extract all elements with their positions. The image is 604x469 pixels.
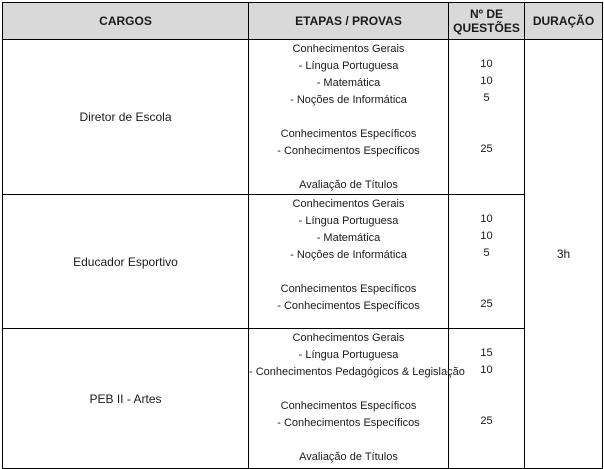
list-item: - Língua Portuguesa: [298, 349, 399, 361]
spacer: [249, 381, 448, 398]
questoes-cell: [449, 195, 525, 329]
header-questoes-line1: Nº DE: [469, 7, 504, 21]
list-item: - Conhecimentos Pedagógicos & Legislação: [249, 366, 465, 378]
list-item: Conhecimentos Gerais: [292, 43, 405, 55]
list-item: - Conhecimentos Específicos: [277, 300, 420, 312]
list-item: 25: [480, 298, 493, 310]
spacer: [249, 160, 448, 177]
spacer: [449, 262, 524, 279]
header-etapas: ETAPAS / PROVAS: [249, 3, 449, 40]
spacer: [449, 379, 524, 396]
header-duracao: DURAÇÃO: [525, 3, 603, 40]
spacer: [449, 279, 524, 296]
list-item: - Conhecimentos Específicos: [277, 145, 420, 157]
list-item: 10: [480, 75, 493, 87]
table-row: [3, 195, 603, 329]
list-item: Avaliação de Títulos: [299, 451, 398, 463]
table-row: [3, 40, 603, 195]
list-item: 10: [480, 230, 493, 242]
cargo-cell: PEB II - Artes: [3, 329, 249, 469]
list-item: 10: [480, 213, 493, 225]
cargo-cell: Educador Esportivo: [3, 195, 249, 329]
spacer: [449, 107, 524, 124]
etapas-cell: [249, 195, 449, 329]
list-item: 10: [480, 364, 493, 376]
spacer: [249, 432, 448, 449]
list-item: 25: [480, 415, 493, 427]
list-item: - Noções de Informática: [290, 94, 407, 106]
header-cargos: CARGOS: [3, 3, 249, 40]
list-item: 25: [480, 143, 493, 155]
list-item: 5: [483, 92, 490, 104]
duracao-cell: 3h: [525, 40, 603, 469]
questoes-cell: [449, 40, 525, 195]
list-item: - Língua Portuguesa: [298, 60, 399, 72]
list-item: 10: [480, 58, 493, 70]
list-item: Conhecimentos Específicos: [280, 128, 417, 140]
list-item: - Conhecimentos Específicos: [277, 417, 420, 429]
header-row: [3, 3, 603, 40]
list-item: Conhecimentos Específicos: [280, 400, 417, 412]
cargo-cell: Diretor de Escola: [3, 40, 249, 195]
list-item: - Matemática: [316, 232, 381, 244]
header-questoes-line2: QUESTÕES: [453, 21, 520, 35]
list-item: - Língua Portuguesa: [298, 215, 399, 227]
list-item: 15: [480, 347, 493, 359]
list-item: Conhecimentos Gerais: [292, 332, 405, 344]
list-item: 5: [483, 247, 490, 259]
spacer: [449, 124, 524, 141]
spacer: [249, 264, 448, 281]
list-item: Conhecimentos Específicos: [280, 283, 417, 295]
list-item: - Noções de Informática: [290, 249, 407, 261]
list-item: - Matemática: [316, 77, 381, 89]
questoes-cell: [449, 329, 525, 469]
etapas-cell: [249, 40, 449, 195]
exam-table: [2, 2, 603, 469]
list-item: Conhecimentos Gerais: [292, 198, 405, 210]
spacer: [249, 109, 448, 126]
list-item: Avaliação de Títulos: [299, 179, 398, 191]
etapas-cell: [249, 329, 465, 469]
spacer: [449, 396, 524, 413]
header-questoes: [449, 3, 525, 40]
table-row: [3, 329, 603, 469]
